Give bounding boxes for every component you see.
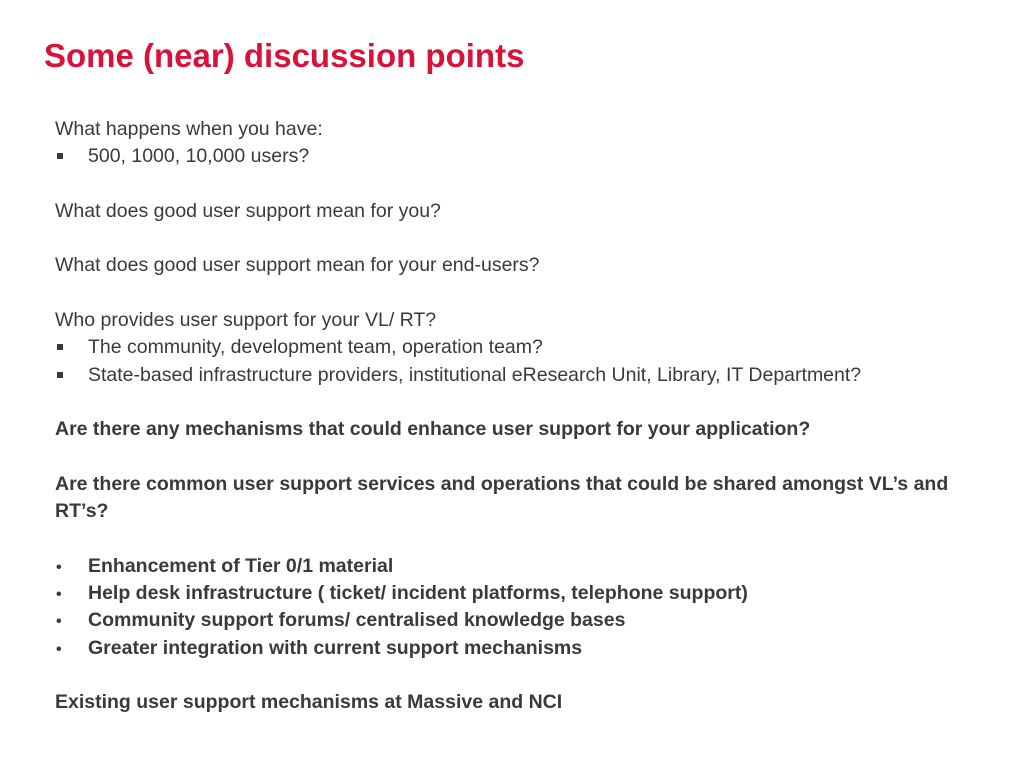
question-enhance-mechanisms: Are there any mechanisms that could enhance user support for your application?	[55, 418, 811, 441]
list-item-text: The community, development team, operation team?	[88, 336, 543, 359]
list-item-text: Community support forums/ centralised knowledge bases	[88, 609, 626, 632]
question-who-provides-support: Who provides user support for your VL/ RT?	[55, 309, 437, 332]
list-item	[55, 143, 985, 170]
round-bullet-icon: •	[56, 640, 62, 658]
closing-statement: Existing user support mechanisms at Massive and NCI	[55, 691, 563, 714]
list-item	[55, 553, 985, 580]
list-item	[55, 580, 985, 607]
square-bullet-icon	[55, 143, 75, 170]
list-item-text: 500, 1000, 10,000 users?	[88, 145, 310, 168]
question-users-scale: What happens when you have:	[55, 118, 323, 140]
question-shared-services: Are there common user support services and operations that could be shared amongst VL’s and RT’s?	[55, 472, 949, 523]
question-support-meaning-end-users: What does good user support mean for your end-users?	[55, 254, 540, 277]
list-item	[55, 635, 985, 662]
round-bullet-icon: •	[56, 586, 62, 604]
square-bullet-icon	[55, 362, 75, 389]
list-item	[55, 607, 985, 634]
round-bullet-icon: •	[56, 558, 62, 576]
list-item-text: Help desk infrastructure ( ticket/ incident platforms, telephone support)	[88, 582, 748, 605]
list-item-text: State-based infrastructure providers, institutional eResearch Unit, Library, IT Department?	[88, 363, 862, 386]
list-item	[55, 334, 985, 361]
slide-body	[55, 116, 985, 717]
square-bullet-icon	[55, 334, 75, 361]
question-support-meaning-you: What does good user support mean for you?	[55, 199, 441, 222]
slide-title: Some (near) discussion points	[44, 37, 525, 74]
round-bullet-icon: •	[56, 613, 62, 631]
list-item	[55, 362, 985, 389]
list-item-text: Greater integration with current support mechanisms	[88, 636, 583, 659]
list-item-text: Enhancement of Tier 0/1 material	[88, 554, 394, 577]
